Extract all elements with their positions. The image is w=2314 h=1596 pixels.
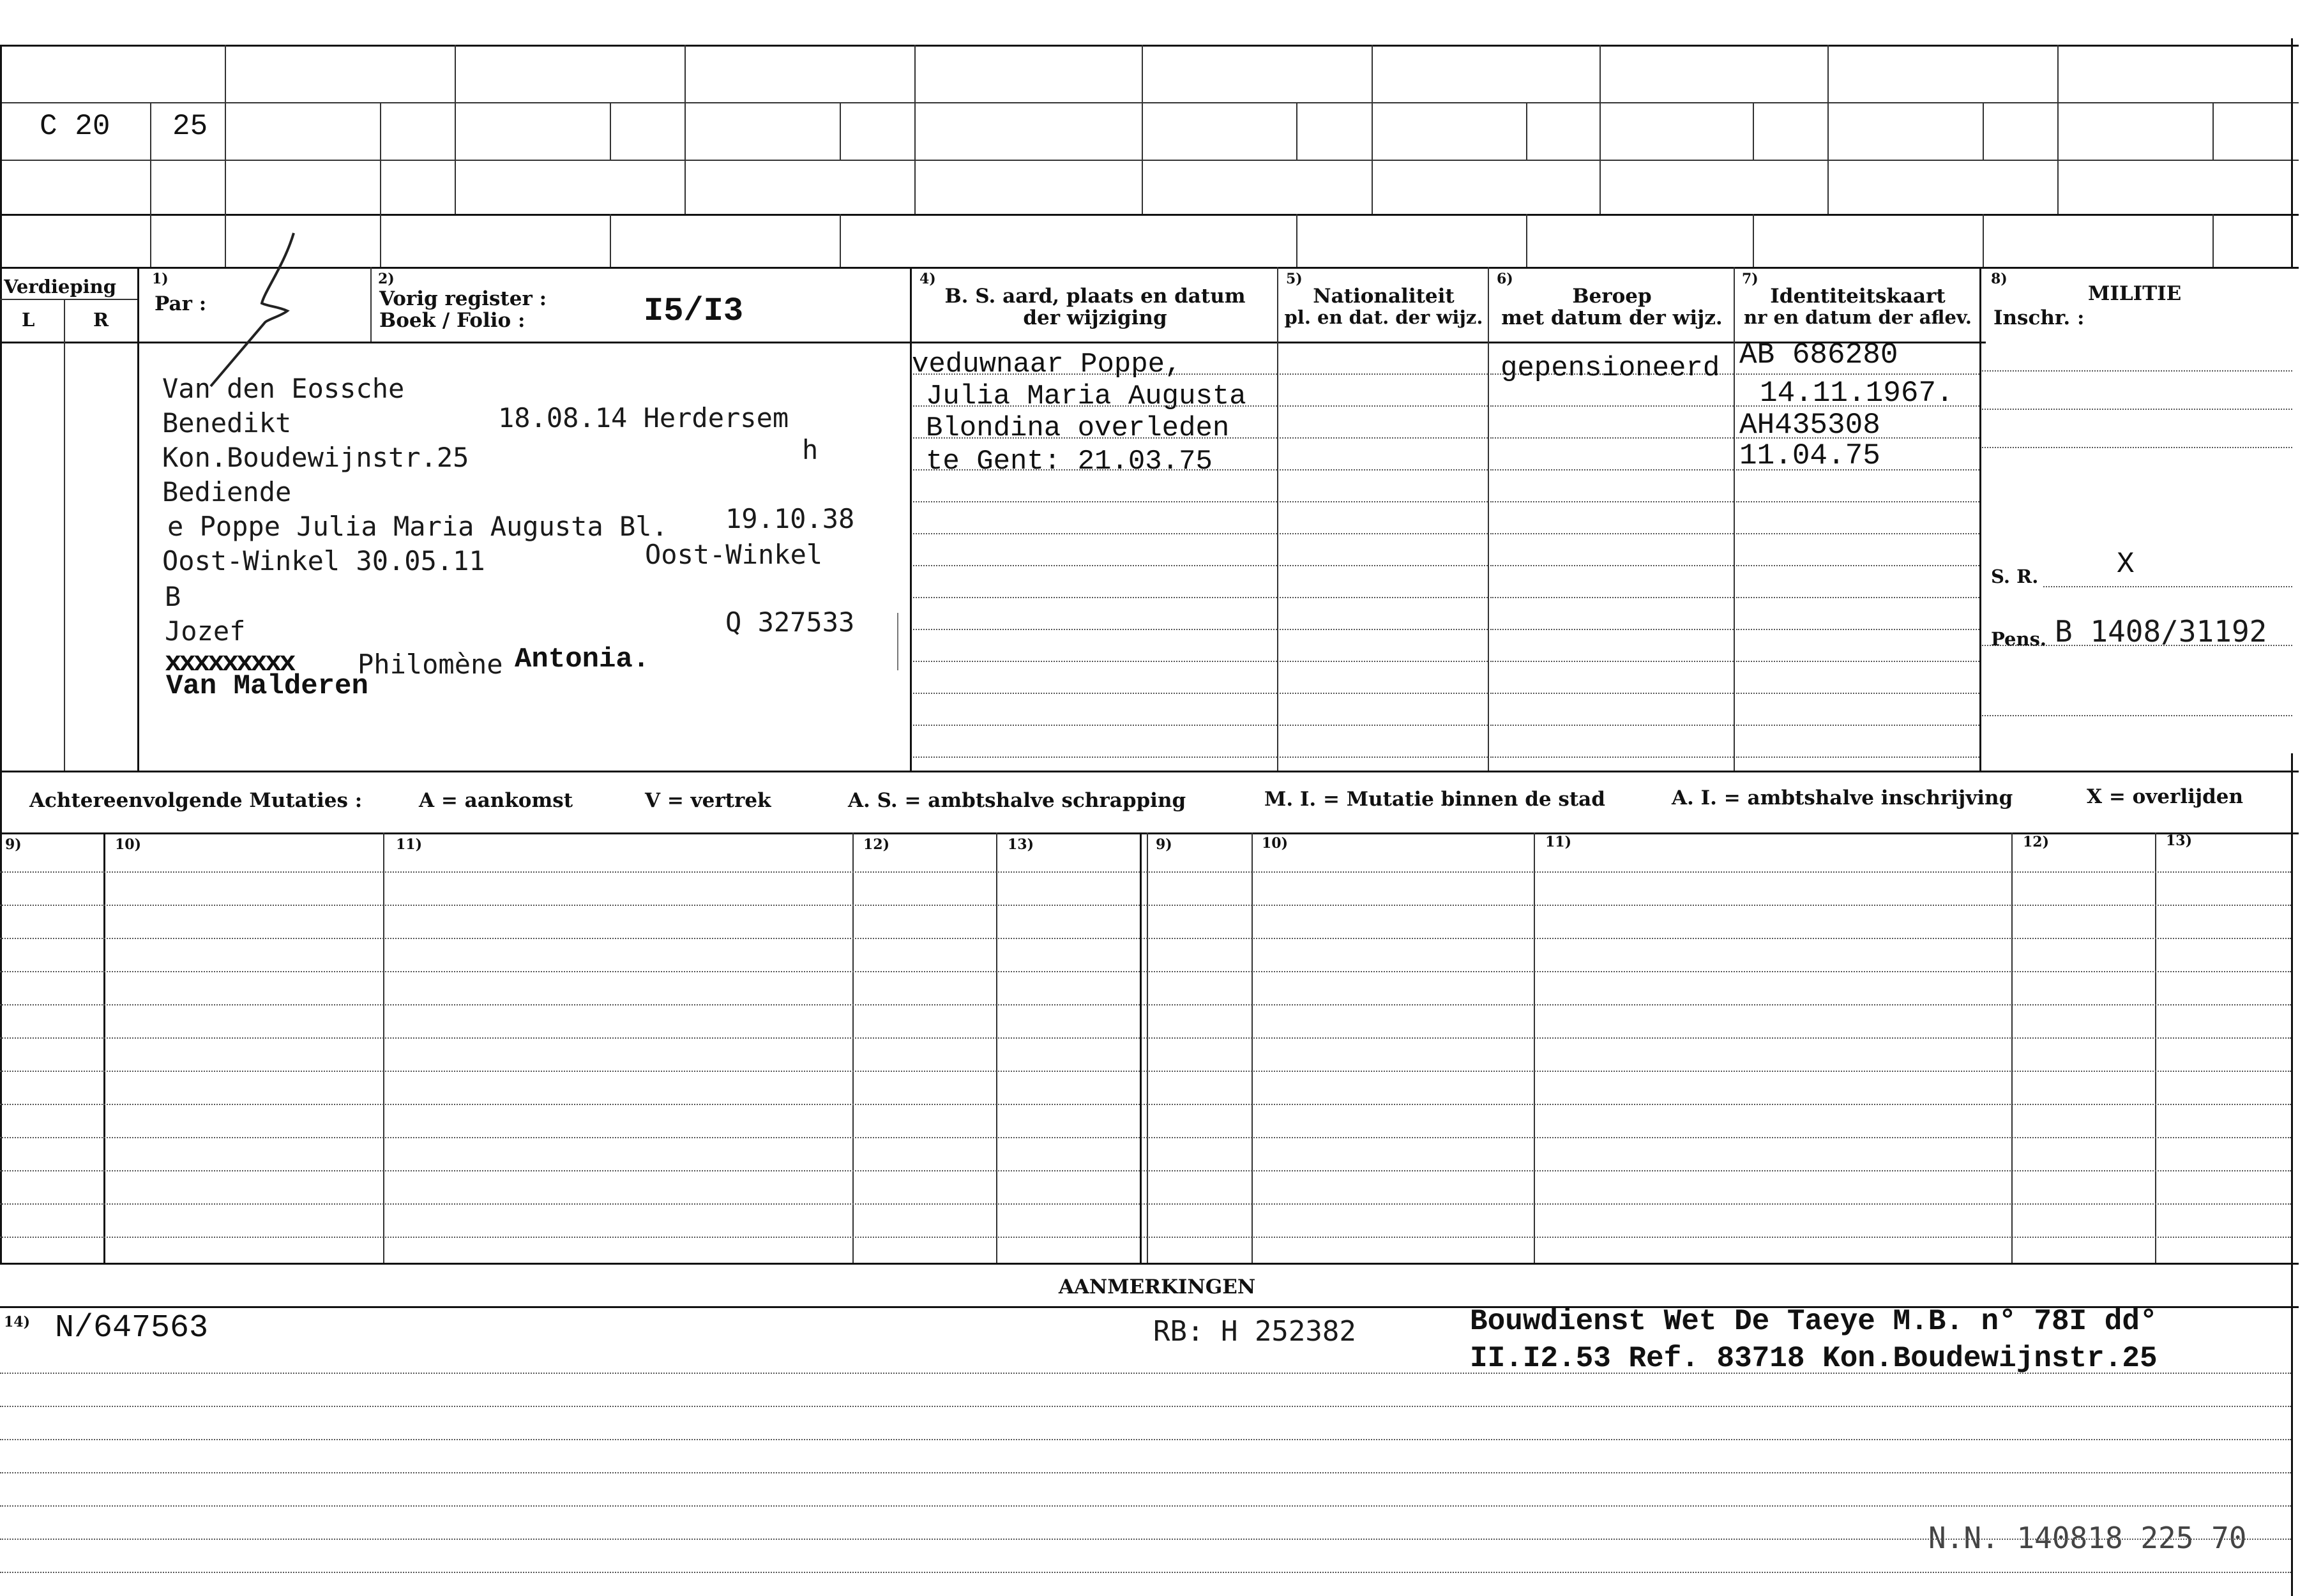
dotted-rule	[1280, 469, 1488, 471]
vorig-register-label: Vorig register :	[379, 287, 547, 310]
dotted-rule	[0, 1170, 2291, 1171]
dotted-rule	[1280, 661, 1488, 662]
dotted-rule	[1280, 373, 1488, 375]
dotted-rule	[0, 1539, 2291, 1540]
person-name: Van den Eossche	[162, 373, 405, 404]
legend-item-mutatie: M. I. = Mutatie binnen de stad	[1264, 788, 1605, 811]
dotted-rule	[1490, 501, 1734, 502]
dotted-rule	[1982, 370, 2292, 372]
boek-folio-label: Boek / Folio :	[379, 309, 526, 332]
legend-item-overlijden: X = overlijden	[2087, 785, 2244, 808]
col6-number: 6)	[1497, 271, 1513, 287]
mother-struck-name: xxxxxxxxx	[165, 647, 294, 679]
dotted-rule	[1280, 597, 1488, 598]
father-initial: B	[165, 581, 181, 612]
col7-number: 7)	[1742, 271, 1758, 287]
dotted-rule	[0, 871, 2291, 873]
dotted-rule	[1490, 533, 1734, 534]
dotted-rule	[0, 971, 2291, 972]
beroep-header-line1: Beroep	[1572, 285, 1652, 308]
dotted-rule	[1736, 725, 1979, 726]
dotted-rule	[0, 1237, 2291, 1238]
col2-number: 2)	[378, 271, 395, 287]
q-number: Q 327533	[725, 606, 855, 638]
dotted-rule	[1736, 661, 1979, 662]
dotted-rule	[913, 533, 1277, 534]
dotted-rule	[1736, 757, 1979, 758]
legend-item-inschrijving: A. I. = ambtshalve inschrijving	[1672, 787, 2013, 809]
col1-number: 1)	[152, 271, 169, 287]
dotted-rule	[1982, 447, 2292, 448]
dotted-rule	[1490, 693, 1734, 694]
bs-header-line1: B. S. aard, plaats en datum	[944, 285, 1246, 308]
person-address: Kon.Boudewijnstr.25	[162, 442, 469, 473]
spouse-line: e Poppe Julia Maria Augusta Bl.	[167, 511, 668, 542]
card-number: 25	[172, 110, 208, 143]
dotted-rule	[0, 1439, 2291, 1440]
legend-item-vertrek: V = vertrek	[645, 789, 771, 812]
mut-col-9: 9)	[5, 836, 22, 853]
dotted-rule	[913, 725, 1277, 726]
beroep-value: gepensioneerd	[1501, 352, 1720, 384]
dotted-rule	[1736, 533, 1979, 534]
inschr-label: Inschr. :	[1993, 306, 2085, 329]
col5-number: 5)	[1286, 271, 1303, 287]
sr-value: X	[2117, 548, 2135, 581]
dotted-rule	[913, 757, 1277, 758]
dotted-rule	[1736, 693, 1979, 694]
dotted-rule	[0, 1373, 2291, 1374]
militie-label: MILITIE	[2088, 282, 2182, 305]
dotted-rule	[1736, 629, 1979, 630]
mother-second-name: Antonia.	[515, 644, 650, 675]
r-label: R	[93, 309, 109, 331]
remarks-nn: N.N. 140818 225 70	[1928, 1521, 2247, 1555]
col4-number: 4)	[919, 271, 936, 287]
bs-change-line2: Julia Maria Augusta	[926, 380, 1246, 412]
mut-col-10: 10)	[115, 836, 142, 853]
dotted-rule	[1280, 629, 1488, 630]
par-label: Par :	[155, 292, 207, 315]
col8-number: 8)	[1991, 271, 2008, 287]
dotted-rule	[0, 1004, 2291, 1005]
dotted-rule	[1280, 501, 1488, 502]
dotted-rule	[0, 1406, 2291, 1407]
dotted-rule	[1280, 693, 1488, 694]
dotted-rule	[1490, 437, 1734, 439]
mother-last-name: Van Malderen	[166, 670, 368, 702]
dotted-rule	[913, 597, 1277, 598]
remarks-title: AANMERKINGEN	[1058, 1276, 1256, 1299]
dotted-rule	[913, 565, 1277, 566]
dotted-rule	[0, 1104, 2291, 1105]
pens-value: B 1408/31192	[2055, 614, 2267, 649]
id-header-line1: Identiteitskaart	[1770, 285, 1946, 308]
beroep-header-line2: met datum der wijz.	[1501, 306, 1723, 329]
dotted-rule	[0, 1037, 2291, 1039]
person-occupation: Bediende	[162, 476, 292, 508]
dotted-rule	[0, 1572, 2291, 1573]
dotted-rule	[1490, 469, 1734, 471]
marriage-place: Oost-Winkel	[645, 539, 823, 570]
dotted-rule	[0, 1472, 2291, 1473]
dotted-rule	[913, 661, 1277, 662]
dotted-rule	[1490, 405, 1734, 407]
dotted-rule	[0, 1203, 2291, 1205]
bs-change-line3: Blondina overleden	[926, 412, 1230, 444]
dotted-rule	[1490, 725, 1734, 726]
dotted-rule	[913, 629, 1277, 630]
father-name: Jozef	[165, 615, 246, 647]
identity-date-1: 14.11.1967.	[1760, 377, 1954, 410]
sr-label: S. R.	[1991, 566, 2039, 587]
dotted-rule	[0, 1071, 2291, 1072]
verdieping-label: Verdieping	[4, 276, 116, 297]
dotted-rule	[1280, 757, 1488, 758]
dotted-rule	[913, 693, 1277, 694]
dotted-rule	[1490, 757, 1734, 758]
remarks-dossier-number: N/647563	[55, 1310, 209, 1346]
dotted-rule	[1736, 501, 1979, 502]
mut-col-11: 11)	[396, 836, 423, 853]
legend-title: Achtereenvolgende Mutaties :	[29, 789, 363, 812]
dotted-rule	[1280, 405, 1488, 407]
remarks-number-label: 14)	[4, 1314, 31, 1330]
mut-col-10b: 10)	[1262, 835, 1289, 852]
bs-change-line1: veduwnaar Poppe,	[912, 349, 1182, 380]
dotted-rule	[1736, 565, 1979, 566]
identity-number-2: AH435308	[1739, 409, 1880, 442]
mother-first-name: Philomène	[358, 649, 503, 680]
l-label: L	[22, 309, 35, 331]
dotted-rule	[0, 1505, 2291, 1507]
dotted-rule	[1280, 533, 1488, 534]
dotted-rule	[1280, 565, 1488, 566]
mut-col-13: 13)	[1008, 836, 1034, 853]
dotted-rule	[1490, 597, 1734, 598]
legend-item-schrapping: A. S. = ambtshalve schrapping	[848, 789, 1186, 812]
dotted-rule	[1982, 715, 2292, 716]
spouse-birth: Oost-Winkel 30.05.11	[162, 545, 485, 576]
dotted-rule	[913, 501, 1277, 502]
person-h-mark: h	[802, 434, 819, 465]
person-birth: 18.08.14 Herdersem	[498, 402, 789, 433]
mut-col-13b: 13)	[2166, 832, 2193, 849]
mut-col-12b: 12)	[2023, 834, 2050, 850]
remarks-rb: RB: H 252382	[1153, 1315, 1356, 1348]
identity-number-1: AB 686280	[1739, 338, 1898, 372]
remarks-bouwdienst-line2: II.I2.53 Ref. 83718 Kon.Boudewijnstr.25	[1470, 1342, 2158, 1375]
mut-col-12: 12)	[863, 836, 890, 853]
nat-header-line2: pl. en dat. der wijz.	[1284, 306, 1483, 328]
dotted-rule	[1490, 565, 1734, 566]
id-header-line2: nr en datum der aflev.	[1744, 306, 1972, 328]
dotted-rule	[1490, 629, 1734, 630]
dotted-rule	[0, 905, 2291, 906]
person-first-name: Benedikt	[162, 407, 292, 439]
mut-col-11b: 11)	[1545, 834, 1572, 850]
card-code: C 20	[40, 110, 110, 143]
dotted-rule	[1280, 437, 1488, 439]
remarks-bouwdienst-line1: Bouwdienst Wet De Taeye M.B. n° 78I dd°	[1470, 1305, 2158, 1338]
bs-change-line4: te Gent: 21.03.75	[926, 446, 1213, 478]
pens-label: Pens.	[1991, 628, 2046, 650]
dotted-rule	[1982, 409, 2292, 410]
boek-folio-value: I5/I3	[644, 292, 744, 330]
mut-col-9b: 9)	[1156, 836, 1172, 853]
marriage-date: 19.10.38	[725, 503, 855, 534]
bs-header-line2: der wijziging	[1023, 306, 1167, 329]
dotted-rule	[0, 1137, 2291, 1138]
legend-item-aankomst: A = aankomst	[419, 789, 573, 812]
dotted-rule	[1490, 661, 1734, 662]
dotted-rule	[1280, 725, 1488, 726]
identity-date-2: 11.04.75	[1739, 439, 1880, 472]
dotted-rule	[0, 938, 2291, 939]
dotted-rule	[1736, 373, 1979, 375]
dotted-rule	[1736, 597, 1979, 598]
nat-header-line1: Nationaliteit	[1313, 285, 1455, 308]
